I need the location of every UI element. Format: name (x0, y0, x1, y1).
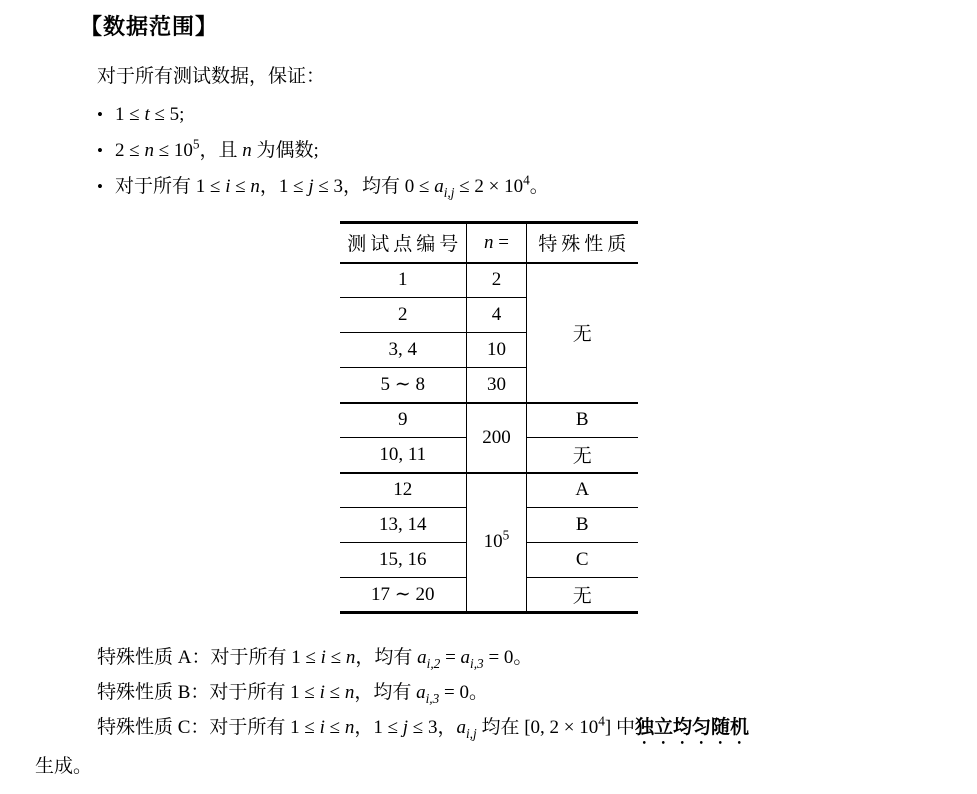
table-cell: B (527, 403, 638, 438)
column-header-special-property: 特殊性质 (527, 223, 638, 263)
table-row (340, 473, 638, 508)
constraints-list (0, 97, 977, 205)
table-cell: 15, 16 (340, 543, 467, 578)
document-page (0, 10, 977, 794)
table-cell: 17 ∼ 20 (340, 578, 467, 613)
table-cell: 无 (527, 438, 638, 473)
testcase-table (340, 221, 638, 614)
table-cell: C (527, 543, 638, 578)
table-cell: A (527, 473, 638, 508)
column-header-test-ids: 测试点编号 (340, 223, 467, 263)
note-property-c-line2: 生成。 (35, 756, 93, 777)
constraint-text: $2 \le n \le 10^5$，且 n 为偶数; (115, 136, 319, 161)
constraint-item-n-range (35, 133, 944, 169)
table-cell: 5 ∼ 8 (340, 368, 467, 403)
table-cell: $10^5$ (467, 473, 527, 613)
table-cell: 30 (467, 368, 527, 403)
constraint-text: 对于所有 1 ≤ i ≤ n，1 ≤ j ≤ 3，均有 $0 \le a_{i,j} \le 2 \times 10^4$。 (115, 172, 549, 200)
bullet-icon: • (97, 141, 103, 160)
table-cell: 无 (527, 263, 638, 403)
table-cell: 200 (467, 403, 527, 473)
table-header-row (340, 223, 638, 263)
table-cell: 9 (340, 403, 467, 438)
table-cell: B (527, 508, 638, 543)
table-cell: 2 (467, 263, 527, 298)
table-cell: 13, 14 (340, 508, 467, 543)
table-cell: 2 (340, 298, 467, 333)
note-property-b: 特殊性质 B：对于所有 1 ≤ i ≤ n，均有 $a_{i,3} = 0$。 (97, 682, 488, 706)
table-cell: 12 (340, 473, 467, 508)
note-property-c-line1: 特殊性质 C：对于所有 1 ≤ i ≤ n，1 ≤ j ≤ 3，$a_{i,j}$ 均在 [0, $2 \times 10^4$] 中独立均匀随机 (97, 713, 749, 741)
table-cell: 3, 4 (340, 333, 467, 368)
section-title: 【数据范围】 (80, 14, 219, 39)
constraint-text: 1 ≤ t ≤ 5; (115, 104, 185, 125)
special-property-notes (35, 640, 944, 784)
table-cell: 10, 11 (340, 438, 467, 473)
table-row (340, 263, 638, 298)
table-cell: 1 (340, 263, 467, 298)
constraint-item-aij-range (35, 169, 944, 205)
bullet-icon: • (97, 177, 103, 196)
constraint-item-t-range (35, 97, 944, 133)
table-cell: 10 (467, 333, 527, 368)
table-cell: 4 (467, 298, 527, 333)
table-row (340, 403, 638, 438)
table-cell: 无 (527, 578, 638, 613)
note-property-c (35, 710, 944, 784)
bullet-icon: • (97, 105, 103, 124)
note-property-a: 特殊性质 A：对于所有 1 ≤ i ≤ n，均有 $a_{i,2} = a_{i,3} = 0$。 (97, 647, 533, 671)
column-header-n: n = (467, 223, 527, 263)
intro-paragraph: 对于所有测试数据，保证： (97, 66, 326, 87)
